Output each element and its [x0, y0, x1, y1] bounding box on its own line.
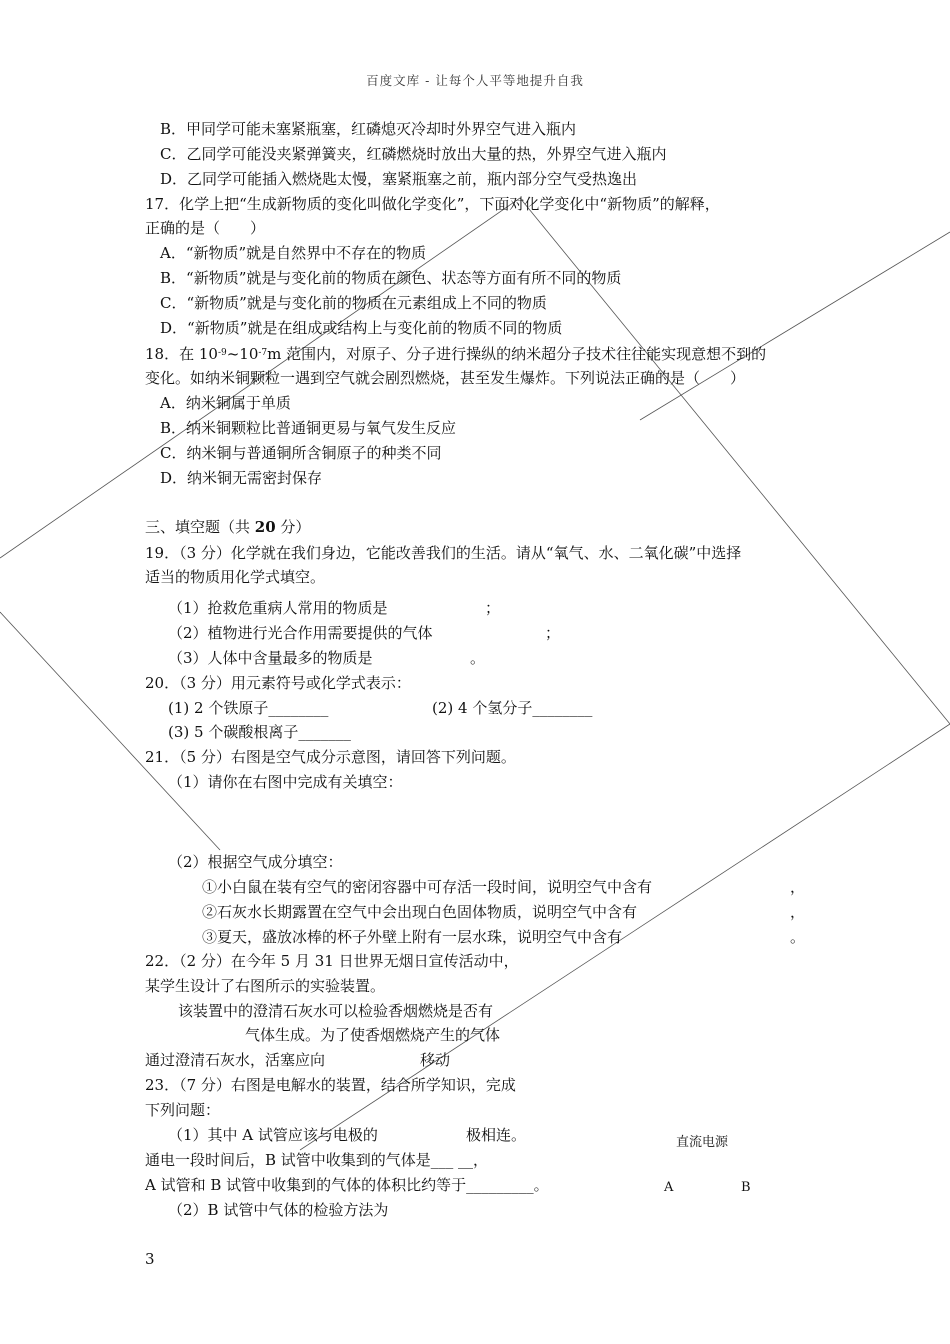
page-number: 3 [145, 1250, 155, 1268]
q23-line3b: 极相连。 [466, 1126, 527, 1144]
q19-sub1: （1）抢救危重病人常用的物质是 [168, 599, 388, 617]
q18-stem-line1 [145, 343, 766, 364]
q18-pre: 18．在 10 [145, 345, 218, 363]
q20-sub3: (3) 5 个碳酸根离子_______ [168, 723, 351, 741]
q19-sub2-end: ； [545, 624, 561, 642]
q18-option-d: D．纳米铜无需密封保存 [160, 469, 323, 487]
q22-line4: 气体生成。为了使香烟燃烧产生的气体 [245, 1026, 501, 1044]
q21-item3-end: 。 [790, 928, 806, 946]
q16-option-c: C．乙同学可能没夹紧弹簧夹，红磷燃烧时放出大量的热，外界空气进入瓶内 [160, 145, 667, 163]
q20-sub2: (2) 4 个氢分子________ [432, 699, 593, 717]
page-header: 百度文库 - 让每个人平等地提升自我 [366, 73, 584, 88]
q22-line5a: 通过澄清石灰水，活塞应向 [145, 1051, 326, 1069]
q18-option-b: B．纳米铜颗粒比普通铜更易与氧气发生反应 [160, 419, 457, 437]
q19-sub3: （3）人体中含量最多的物质是 [168, 649, 373, 667]
q21-item2-end: ， [790, 903, 806, 921]
q16-option-d: D．乙同学可能插入燃烧匙太慢，塞紧瓶塞之前，瓶内部分空气受热逸出 [160, 170, 638, 188]
q16-option-b: B．甲同学可能未塞紧瓶塞，红磷熄灭冷却时外界空气进入瓶内 [160, 120, 577, 138]
q17-stem-line1: 17．化学上把“生成新物质的变化叫做化学变化”，下面对化学变化中“新物质”的解释， [145, 195, 720, 213]
q18-stem-line2: 变化。如纳米铜颗粒一遇到空气就会剧烈燃烧，甚至发生爆炸。下列说法正确的是（ ） [145, 369, 746, 387]
q19-sub1-end: ； [485, 599, 501, 617]
q18-option-c: C．纳米铜与普通铜所含铜原子的种类不同 [160, 444, 442, 462]
q18-option-a: A．纳米铜属于单质 [160, 394, 291, 412]
q17-option-b: B．“新物质”就是与变化前的物质在颜色、状态等方面有所不同的物质 [160, 269, 622, 287]
q21-stem: 21．（5 分）右图是空气成分示意图，请回答下列问题。 [145, 748, 516, 766]
q19-sub3-end: 。 [470, 649, 486, 667]
q18-exp2: -7 [258, 348, 268, 358]
section-three-post: 分） [275, 518, 311, 536]
q17-stem-line2: 正确的是（ ） [145, 219, 266, 237]
q23-line1: 23．（7 分）右图是电解水的装置，结合所学知识，完成 [145, 1076, 516, 1094]
q23-line4: 通电一段时间后，B 试管中收集到的气体是___ __， [145, 1151, 489, 1169]
q21-item2: ②石灰水长期露置在空气中会出现白色固体物质，说明空气中含有 [202, 903, 638, 921]
figure-tube-b-label: B [741, 1180, 751, 1195]
q18-exp1: -9 [217, 348, 227, 358]
q19-sub2: （2）植物进行光合作用需要提供的气体 [168, 624, 433, 642]
q21-sub2: （2）根据空气成分填空： [168, 853, 343, 871]
section-three-pre: 三、填空题（共 [145, 518, 255, 536]
q18-mid: ~10 [226, 345, 259, 363]
q19-stem-line1: 19．（3 分）化学就在我们身边，它能改善我们的生活。请从“氧气、水、二氧化碳”中选择 [145, 544, 742, 562]
q18-post: m 范围内，对原子、分子进行操纵的纳米超分子技术往往能实现意想不到的 [267, 345, 767, 363]
q23-line6: （2）B 试管中气体的检验方法为 [168, 1201, 389, 1219]
q17-option-d: D．“新物质”就是在组成或结构上与变化前的物质不同的物质 [160, 319, 563, 337]
section-three-points: 20 [254, 518, 276, 536]
q17-option-c: C．“新物质”就是与变化前的物质在元素组成上不同的物质 [160, 294, 547, 312]
q22-line3: 该装置中的澄清石灰水可以检验香烟燃烧是否有 [178, 1002, 494, 1020]
q20-stem: 20．（3 分）用元素符号或化学式表示： [145, 674, 411, 692]
q20-sub1: (1) 2 个铁原子________ [168, 699, 329, 717]
q21-item1-end: ， [790, 878, 806, 896]
figure-tube-a-label: A [664, 1180, 674, 1195]
q21-item3: ③夏天，盛放冰棒的杯子外壁上附有一层水珠，说明空气中含有 [202, 928, 623, 946]
q21-item1: ①小白鼠在装有空气的密闭容器中可存活一段时间，说明空气中含有 [202, 878, 653, 896]
q17-option-a: A．“新物质”就是自然界中不存在的物质 [160, 244, 427, 262]
q23-line2: 下列问题： [145, 1101, 221, 1119]
q19-stem-line2: 适当的物质用化学式填空。 [145, 568, 326, 586]
q23-line3a: （1）其中 A 试管应该与电极的 [168, 1126, 378, 1144]
q22-line1: 22．（2 分）在今年 5 月 31 日世界无烟日宣传活动中， [145, 952, 519, 970]
figure-power-label: 直流电源 [676, 1135, 729, 1150]
q21-sub1: （1）请你在右图中完成有关填空： [168, 773, 403, 791]
q22-line5b: 移动 [420, 1051, 451, 1069]
section-three-title [145, 517, 310, 537]
q23-line5: A 试管和 B 试管中收集到的气体的体积比约等于_________。 [145, 1176, 549, 1194]
q22-line2: 某学生设计了右图所示的实验装置。 [145, 977, 386, 995]
